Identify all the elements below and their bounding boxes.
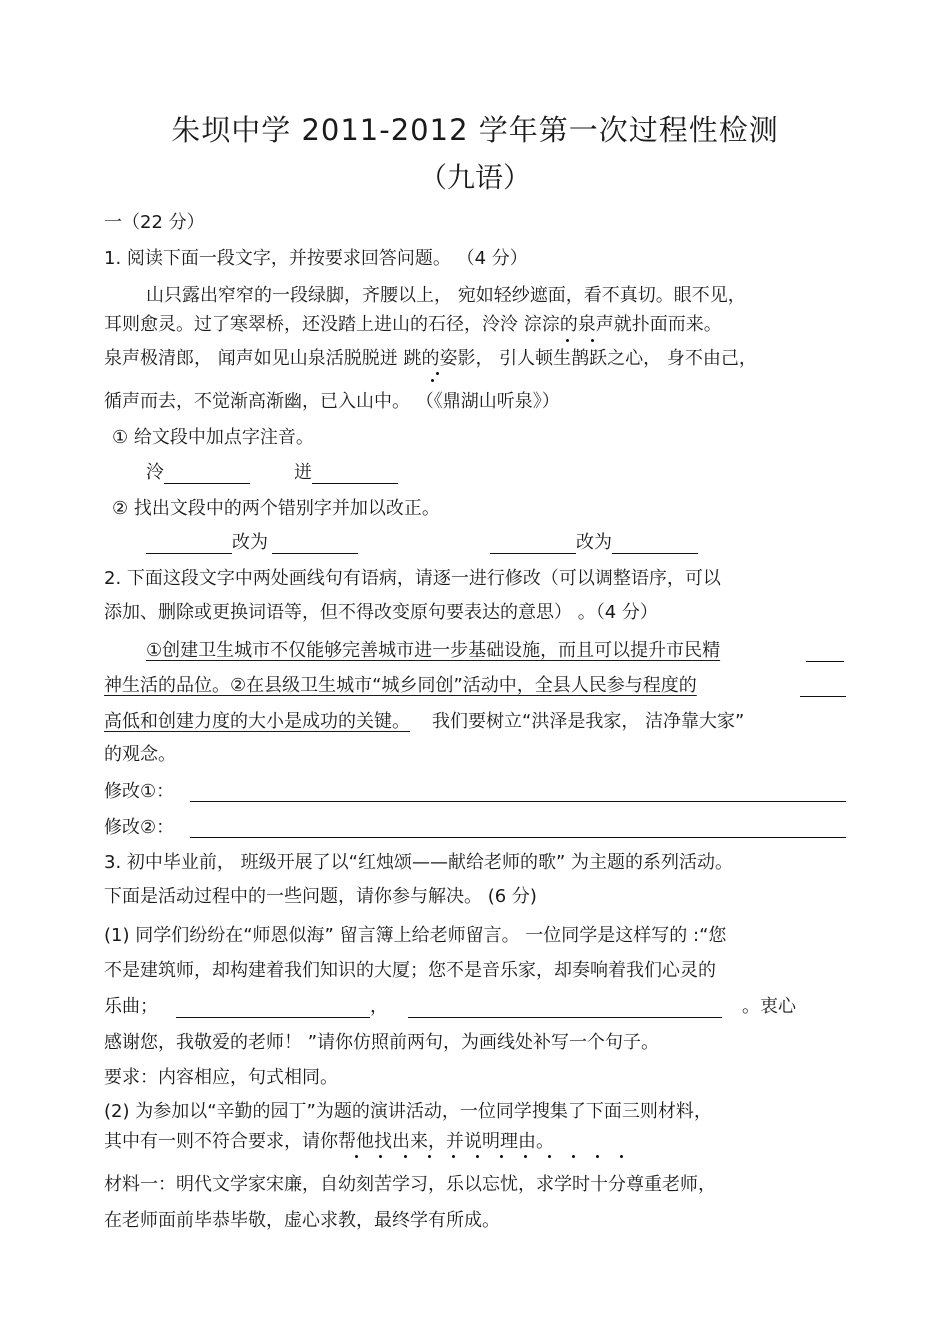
emphasis-dot	[436, 372, 439, 375]
pinyin-answer-blank-a[interactable]	[164, 465, 250, 484]
correct-label-1: 改为	[232, 532, 268, 553]
emphasis-dot	[452, 1155, 455, 1158]
pinyin-char-b: 迸	[294, 462, 312, 483]
q3-part2-line-1: (2) 为参加以“辛勤的园丁”为题的演讲活动，一位同学搜集了下面三则材料，	[104, 1101, 712, 1122]
q2-text-line-3-underlined: 高低和创建力度的大小是成功的关键。	[104, 711, 410, 732]
q2-text-line-3-rest: 我们要树立“洪泽是我家， 洁净靠大家”	[432, 711, 745, 732]
q3-part1-text-b: ，	[370, 996, 388, 1017]
q2-text-line-4: 的观念。	[104, 744, 176, 765]
emphasis-dot	[548, 1155, 551, 1158]
q1-subquestion-2: ② 找出文段中的两个错别字并加以改正。	[112, 498, 440, 519]
emphasis-dot	[596, 1155, 599, 1158]
emphasis-dot	[476, 1155, 479, 1158]
wrong-char-blank-1[interactable]	[146, 535, 232, 554]
q2-text-line-2: 神生活的品位。②在县级卫生城市“城乡同创”活动中，全县人民参与程度的	[104, 675, 697, 696]
emphasis-dot	[428, 1155, 431, 1158]
exam-subtitle: （九语）	[418, 161, 531, 194]
emphasis-dot	[524, 1155, 527, 1158]
q3-part1-text-a: 乐曲；	[104, 996, 158, 1017]
question-1-stem: 1. 阅读下面一段文字，并按要求回答问题。 （4 分）	[104, 248, 528, 269]
emphasis-dot	[572, 1155, 575, 1158]
correct-char-blank-2[interactable]	[612, 535, 698, 554]
pinyin-row	[146, 462, 398, 484]
question-2-stem-line-2: 添加、删除或更换词语等，但不得改变原句要表达的意思） 。（4 分）	[104, 602, 658, 623]
wrong-char-blank-2[interactable]	[490, 535, 576, 554]
correct-char-blank-1[interactable]	[272, 535, 358, 554]
revision-1-answer-line[interactable]	[190, 801, 846, 802]
q3-part1-requirement: 要求：内容相应，句式相同。	[104, 1067, 338, 1088]
q1-subquestion-1: ① 给文段中加点字注音。	[112, 427, 314, 448]
q1-passage-line-4: 循声而去，不觉渐高渐幽，已入山中。 （《鼎湖山听泉》）	[104, 391, 560, 412]
emphasis-dot	[431, 379, 434, 382]
q1-passage-line-2: 耳则愈灵。过了寒翠桥，还没踏上进山的石径，泠泠 淙淙的泉声就扑面而来。	[104, 314, 722, 335]
revision-1-label: 修改①：	[104, 781, 175, 802]
revision-2-answer-line[interactable]	[190, 837, 846, 838]
pinyin-char-a: 泠	[146, 462, 164, 483]
emphasis-dot	[566, 339, 569, 342]
underline-continuation	[800, 696, 846, 697]
emphasis-dot	[379, 1155, 382, 1158]
underline-continuation	[806, 661, 844, 662]
q3-part1-line-1: (1) 同学们纷纷在“师恩似海” 留言簿上给老师留言。 一位同学是这样写的 :“您	[104, 925, 727, 946]
emphasis-dot	[620, 1155, 623, 1158]
q3-part1-line-2: 不是建筑师，却构建着我们知识的大厦；您不是音乐家，却奏响着我们心灵的	[104, 960, 716, 981]
emphasis-dot	[591, 339, 594, 342]
question-3-stem-line-2: 下面是活动过程中的一些问题，请你参与解决。 (6 分)	[104, 886, 537, 907]
exam-title: 朱坝中学 2011-2012 学年第一次过程性检测	[171, 113, 779, 147]
emphasis-dot	[355, 1155, 358, 1158]
revision-2-label: 修改②：	[104, 817, 175, 838]
q3-part1-line-4: 感谢您，我敬爱的老师！ ”请你仿照前两句，为画线处补写一个句子。	[104, 1032, 660, 1053]
imitation-answer-blank-1[interactable]	[176, 999, 370, 1018]
correct-label-2: 改为	[576, 532, 612, 553]
q2-text-line-3	[104, 711, 744, 733]
q1-passage-line-1: 山只露出窄窄的一段绿脚，齐腰以上， 宛如轻纱遮面，看不真切。眼不见，	[146, 285, 746, 306]
q3-part1-line-3	[104, 996, 796, 1018]
question-2-stem-line-1: 2. 下面这段文字中两处画线句有语病，请逐一进行修改（可以调整语序，可以	[104, 568, 721, 589]
emphasis-dot	[404, 1155, 407, 1158]
material-1-line-2: 在老师面前毕恭毕敬，虚心求教，最终学有所成。	[104, 1210, 500, 1231]
pinyin-answer-blank-b[interactable]	[312, 465, 398, 484]
q2-text-line-1: ①创建卫生城市不仅能够完善城市进一步基础设施，而且可以提升市民精	[146, 640, 721, 661]
emphasis-dot	[500, 1155, 503, 1158]
section-heading: 一（22 分）	[104, 212, 205, 233]
question-3-stem-line-1: 3. 初中毕业前， 班级开展了以“红烛颂——献给老师的歌” 为主题的系列活动。	[104, 852, 733, 873]
q3-part1-text-c: 。衷心	[742, 996, 796, 1017]
material-1-line-1: 材料一：明代文学家宋廉，自幼刻苦学习，乐以忘忧，求学时十分尊重老师，	[104, 1174, 716, 1195]
imitation-answer-blank-2[interactable]	[408, 999, 722, 1018]
q1-passage-line-3: 泉声极清郎， 闻声如见山泉活脱脱迸 跳的姿影， 引人顿生鹊跃之心， 身不由己，	[104, 348, 757, 369]
correction-row	[146, 532, 698, 554]
q3-part2-line-2: 其中有一则不符合要求，请你帮他找出来，并说明理由。	[104, 1131, 554, 1152]
